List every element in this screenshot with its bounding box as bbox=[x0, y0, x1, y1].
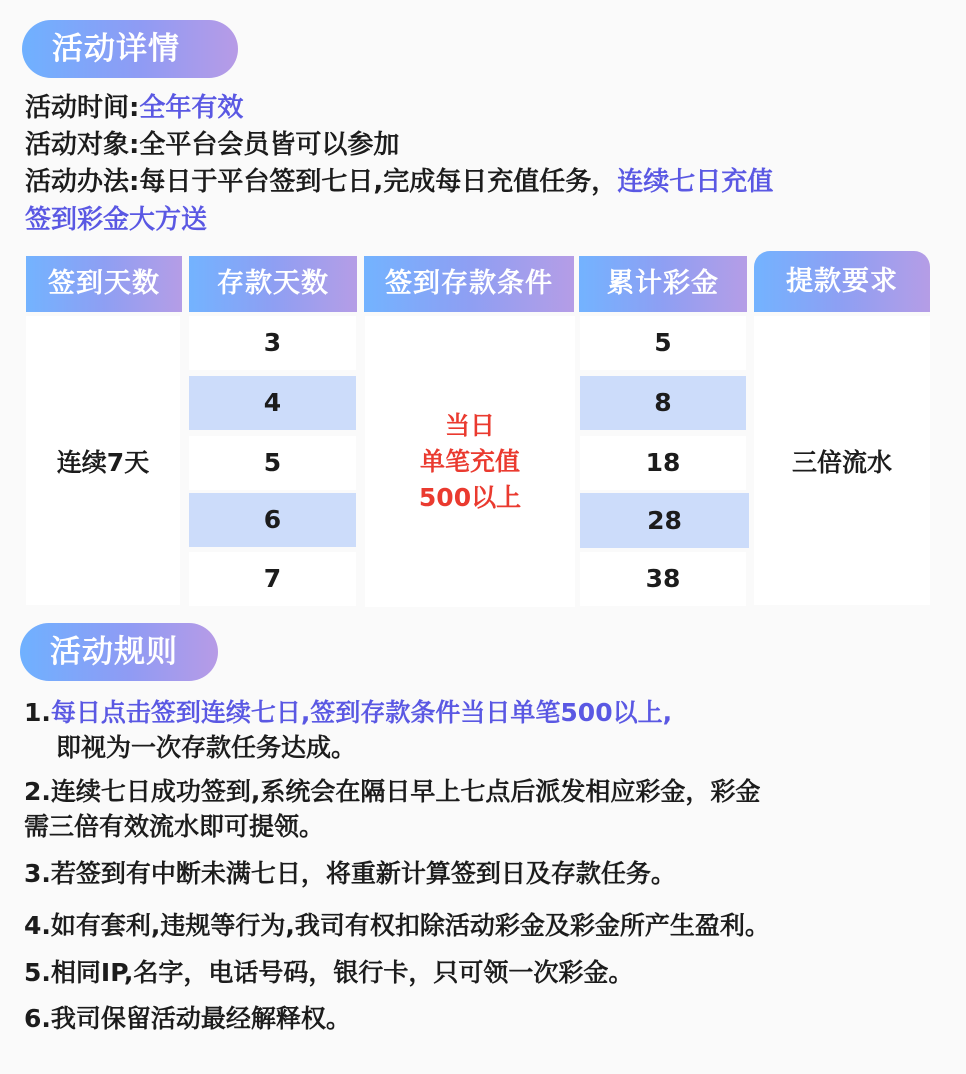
table-cell-deposit-day: 6 bbox=[189, 493, 356, 547]
table-header-checkin-days: 签到天数 bbox=[26, 256, 182, 312]
info-method-label: 活动办法: bbox=[25, 167, 140, 197]
table-cell-checkin-days: 连续7天 bbox=[26, 316, 180, 605]
section-title-rules: 活动规则 bbox=[20, 623, 218, 681]
rule-1-number: 1. bbox=[24, 698, 51, 727]
table-cell-deposit-day: 5 bbox=[189, 436, 356, 490]
info-method-highlight: 连续七日充值 bbox=[617, 167, 774, 197]
info-method-highlight-cont: 签到彩金大方送 bbox=[25, 205, 208, 235]
table-header-withdraw: 提款要求 bbox=[754, 251, 930, 312]
rule-2: 2.连续七日成功签到,系统会在隔日早上七点后派发相应彩金，彩金 bbox=[24, 777, 761, 806]
table-cell-deposit-day: 7 bbox=[189, 552, 356, 606]
info-time bbox=[25, 90, 243, 127]
rule-5: 5.相同IP,名字，电话号码，银行卡，只可领一次彩金。 bbox=[24, 958, 634, 987]
info-time-label: 活动时间: bbox=[25, 93, 140, 123]
table-cell-bonus: 38 bbox=[580, 552, 746, 606]
table-cell-bonus: 8 bbox=[580, 376, 746, 430]
table-cell-withdraw: 三倍流水 bbox=[754, 316, 930, 605]
rule-6: 6.我司保留活动最经解释权。 bbox=[24, 1004, 351, 1033]
info-target bbox=[25, 127, 399, 164]
section-title-details: 活动详情 bbox=[22, 20, 238, 78]
rule-3: 3.若签到有中断未满七日，将重新计算签到日及存款任务。 bbox=[24, 859, 676, 888]
table-cell-bonus: 28 bbox=[580, 493, 749, 548]
condition-line: 当日 bbox=[444, 410, 495, 440]
table-header-bonus: 累计彩金 bbox=[579, 256, 747, 312]
rule-4: 4.如有套利,违规等行为,我司有权扣除活动彩金及彩金所产生盈利。 bbox=[24, 911, 770, 940]
rule-1-highlight: 每日点击签到连续七日,签到存款条件当日单笔500以上, bbox=[50, 698, 673, 727]
info-method-value: 每日于平台签到七日,完成每日充值任务， bbox=[139, 167, 618, 197]
info-method bbox=[25, 164, 773, 201]
table-cell-condition bbox=[365, 316, 575, 607]
info-target-value: 全平台会员皆可以参加 bbox=[139, 130, 400, 160]
table-cell-bonus: 18 bbox=[580, 436, 746, 490]
condition-line: 单笔充值 bbox=[419, 446, 520, 476]
table-cell-deposit-day: 4 bbox=[189, 376, 356, 430]
info-time-value: 全年有效 bbox=[139, 93, 244, 123]
rule-1 bbox=[24, 696, 672, 730]
table-header-condition: 签到存款条件 bbox=[364, 256, 574, 312]
table-header-deposit-days: 存款天数 bbox=[189, 256, 357, 312]
info-target-label: 活动对象: bbox=[25, 130, 140, 160]
table-cell-bonus: 5 bbox=[580, 316, 746, 370]
rule-1-cont: 即视为一次存款任务达成。 bbox=[56, 733, 357, 762]
condition-line: 500以上 bbox=[418, 482, 522, 512]
rule-2-cont: 需三倍有效流水即可提领。 bbox=[24, 812, 325, 841]
table-cell-deposit-day: 3 bbox=[189, 316, 356, 370]
